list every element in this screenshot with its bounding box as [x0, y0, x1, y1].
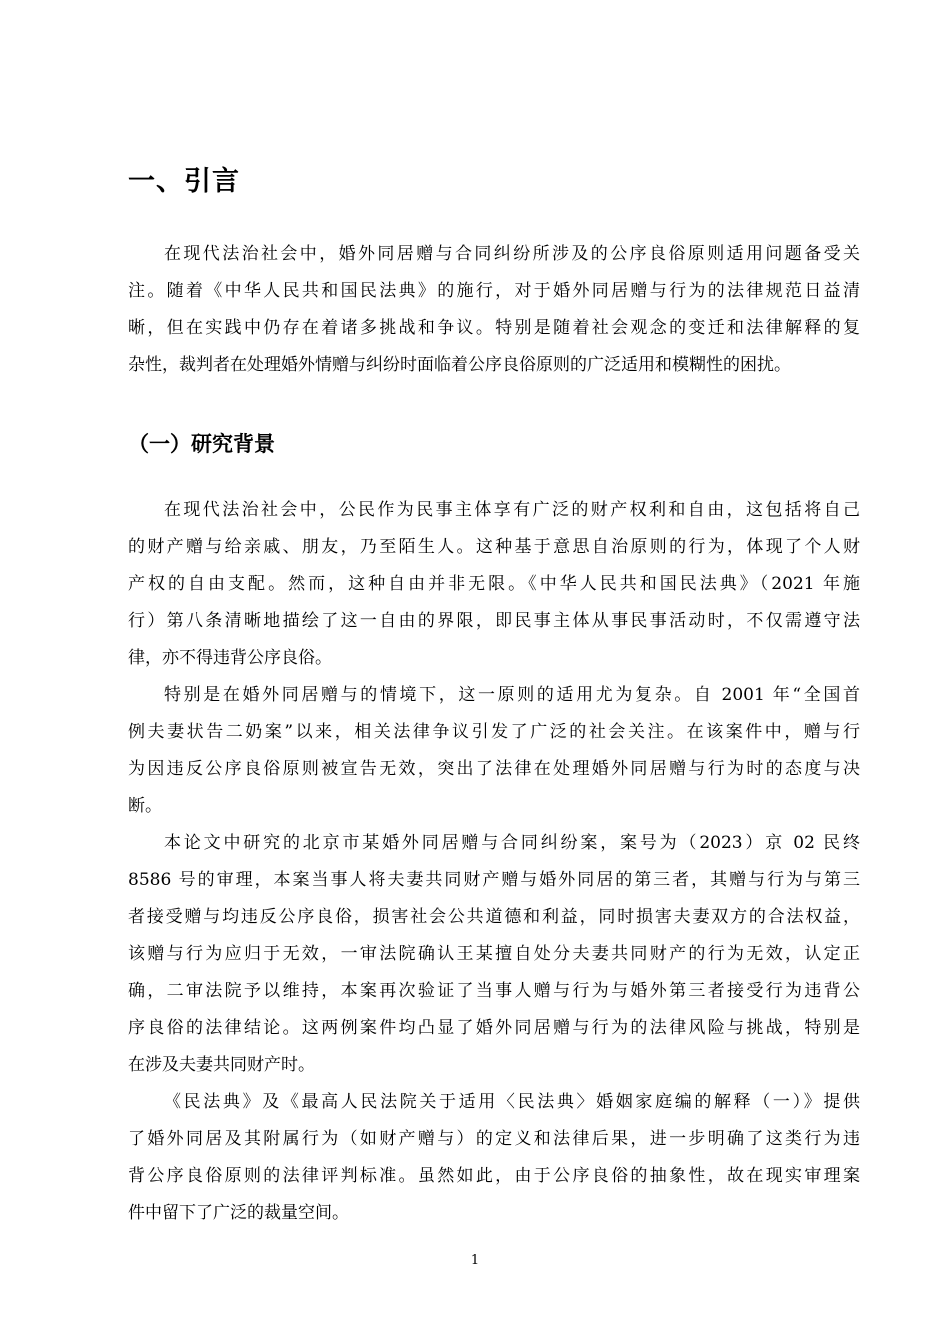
text-line: 为因违反公序良俗原则被宣告无效，突出了法律在处理婚外同居赠与行为时的态度与决	[128, 759, 860, 779]
section-heading: 一、引言	[128, 166, 240, 197]
text-line: 序良俗的法律结论。这两例案件均凸显了婚外同居赠与行为的法律风险与挑战，特别是	[128, 1018, 860, 1038]
intro-paragraph	[128, 236, 860, 384]
text-line: 确，二审法院予以维持，本案再次验证了当事人赠与行为与婚外第三者接受行为违背公	[128, 981, 860, 1001]
text-line: 者接受赠与均违反公序良俗，损害社会公共道德和利益，同时损害夫妻双方的合法权益，	[128, 907, 860, 927]
text-line: 的财产赠与给亲戚、朋友，乃至陌生人。这种基于意思自治原则的行为，体现了个人财	[128, 537, 860, 557]
text-line: 特别是在婚外同居赠与的情境下，这一原则的适用尤为复杂。自 2001 年“全国首	[164, 685, 860, 705]
text-line: 杂性，裁判者在处理婚外情赠与纠纷时面临着公序良俗原则的广泛适用和模糊性的困扰。	[128, 355, 791, 375]
background-paragraph-2	[128, 677, 860, 825]
subsection-heading: （一）研究背景	[128, 432, 275, 456]
text-line: 行）第八条清晰地描绘了这一自由的界限，即民事主体从事民事活动时，不仅需遵守法	[128, 611, 860, 631]
text-line: 了婚外同居及其附属行为（如财产赠与）的定义和法律后果，进一步明确了这类行为违	[128, 1129, 860, 1149]
background-paragraph-3	[128, 825, 860, 1084]
text-line: 例夫妻状告二奶案”以来，相关法律争议引发了广泛的社会关注。在该案件中，赠与行	[128, 722, 860, 742]
text-line: 断。	[128, 796, 162, 816]
text-line: 该赠与行为应归于无效，一审法院确认王某擅自处分夫妻共同财产的行为无效，认定正	[128, 944, 860, 964]
text-line: 背公序良俗原则的法律评判标准。虽然如此，由于公序良俗的抽象性，故在现实审理案	[128, 1166, 860, 1186]
text-line: 晰，但在实践中仍存在着诸多挑战和争议。特别是随着社会观念的变迁和法律解释的复	[128, 318, 860, 338]
text-line: 件中留下了广泛的裁量空间。	[128, 1203, 349, 1223]
text-line: 8586 号的审理，本案当事人将夫妻共同财产赠与婚外同居的第三者，其赠与行为与第三	[128, 870, 860, 890]
text-line: 在现代法治社会中，婚外同居赠与合同纠纷所涉及的公序良俗原则适用问题备受关	[164, 244, 860, 264]
text-line: 律，亦不得违背公序良俗。	[128, 648, 332, 668]
text-line: 注。随着《中华人民共和国民法典》的施行，对于婚外同居赠与行为的法律规范日益清	[128, 281, 860, 301]
text-line: 产权的自由支配。然而，这种自由并非无限。《中华人民共和国民法典》（2021 年施	[128, 574, 860, 594]
text-line: 《民法典》及《最高人民法院关于适用〈民法典〉婚姻家庭编的解释（一）》提供	[164, 1092, 860, 1112]
text-line: 本论文中研究的北京市某婚外同居赠与合同纠纷案，案号为（2023）京 02 民终	[164, 833, 860, 853]
text-line: 在涉及夫妻共同财产时。	[128, 1055, 315, 1075]
text-line: 在现代法治社会中，公民作为民事主体享有广泛的财产权利和自由，这包括将自己	[164, 500, 860, 520]
page-number: 1	[470, 1253, 480, 1268]
background-paragraph-1	[128, 492, 860, 677]
background-paragraph-4	[128, 1084, 860, 1232]
